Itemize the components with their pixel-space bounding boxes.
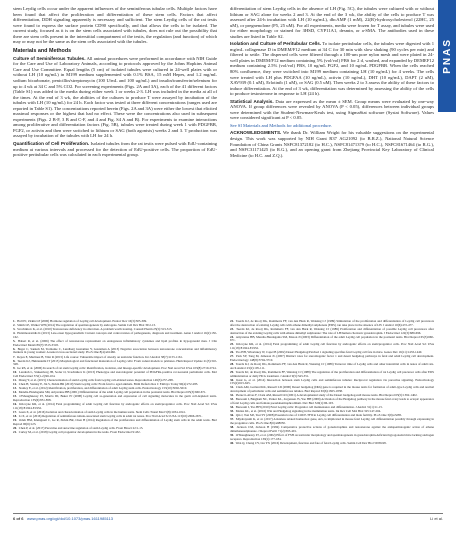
reference-number: 26. [230, 350, 234, 355]
reference-text: Reyes E, Martinez B, Vilar R (2015) Life course: Vulnerable impact of obesity on testicular function. Int J Androl 38(7):1155-1161. [17, 354, 183, 359]
reference-text: Stanley E, et al. (2012) Identification, proliferation, and differentiation of adult Leydig stem cells. Endocrinology 153(10):5002-5010. [18, 386, 188, 391]
acknowledgments-paragraph [230, 130, 434, 158]
run-in-heading: Culture of Seminiferous Tubules. [13, 55, 86, 61]
reference-number: 34. [230, 405, 234, 410]
reference-number: 9. [13, 366, 16, 371]
reference-number: 8. [13, 358, 16, 363]
reference-number: 35. [230, 409, 234, 414]
reference-text: Clark AM, Garland KK, Russell LD (2000) Desert hedgehog (Dhh) gene is required in the mouse testis for formation of adult-type Leydig cells and normal development of peritubular cells and seminiferous tubules. Biol Reprod 63(6):1825-1838. [230, 385, 434, 394]
reference-number: 11. [13, 378, 17, 383]
reference-number: 7. [13, 354, 16, 359]
reference-number: 31. [230, 385, 234, 390]
reference-number: 39. [230, 432, 234, 437]
reference-number: 19. [13, 418, 17, 423]
methods-peritubular-paragraph [230, 41, 434, 96]
reference-number: 14. [13, 390, 17, 395]
reference-number: 12. [13, 382, 17, 387]
reference-text: Mendis-Handagama SM, Ariyaratne HB (2001) Differentiation of the adult Leydig cell population in the postnatal testis. Biol Reprod 65(3):660-671. [18, 390, 207, 395]
reference-text: Teerds KJ, de Rooij DG, Rommerts FF, van den Hurk R, Wensing CJ (1989) Turnover time of Leydig cells and other interstitial cells in testes of adult rats. Arch Androl 23(2):105-111. [230, 362, 435, 370]
reference-text: Zhang Y, et al. (2015) Characterization of stem Leydig cells from Leydig cell-ablated testes. Reproduction 149(3):257-268. [18, 378, 174, 383]
reference-text: Miyabayashi K, et al. (2017) Aristaless related homeobox gene, Arx, is implicated in mouse fetal Leydig cell differentiation possibly through expressing in the progenitor cells. PLoS One 8(6):e68050. [230, 417, 434, 425]
section-heading-materials-methods: Materials and Methods [13, 47, 72, 54]
reference-text: Li X, et al. (2016) Regulation of seminiferous tubule-associated stem Leydig cells in adult rat testes. Proc Natl Acad Sci USA 113(10):2666-2671. [18, 414, 203, 419]
reference-text: Landreh L, Stukenborg JB, Soder O, Svechnikov K (2013) Phenotype and steroidogenic potential of PDGFRa-positive rat neonatal peritubular cells. Mol Cell Endocrinol 372(1-2):96-104. [13, 370, 217, 379]
reference-text: Chen H, Stanley E, Jin S, Zirkin BR (2010) Stem Leydig cells: From fetal to aged animals. Birth Defects Res C Embryo Today 90(4):272-283. [18, 382, 199, 387]
reference-text: Teerds KJ, de Rooij DG, Rommerts FF, Wensing CJ (1988) The regulation of the proliferation and differentiation of rat Leydig cell precursor cells after EDS administration or daily HCG treatment. J Androl 9(5):343-351. [230, 369, 434, 378]
reference-number: 40. [230, 440, 234, 445]
reference-number: 36. [230, 413, 234, 418]
paragraph-text: Data are expressed as the mean ± SEM. Group means were evaluated by one-way ANOVA. If group differences were revealed by ANOVA (P < 0.05), differences between individual groups were determined with the Student-Newman-Keuls test, using SigmaStat software (Systat Software). Values were considered significant at P < 0.05. [230, 98, 434, 121]
reference-number: 32. [230, 393, 234, 398]
reference-text: Barsoum I, Bingham NC, Parker KL, Jorgensen JS, Yao HH (2009) Activation of the Hedgehog pathway in the mouse fetal ovary leads to ectopic appearance of fetal Leydig cells and female pseudohermaphroditism. Dev Biol 329(1):96-103. [230, 397, 434, 406]
reference-text: Wen Q, Cheng CY, Liu YX (2016) Development, function and fate of fetal Leydig cells. Semin Cell Dev Biol 59:89-98. [235, 440, 387, 445]
reference-number: 3. [13, 327, 16, 332]
journal-sidebar-tab [438, 0, 456, 112]
methods-continued-paragraph: differentiation of stem Leydig cells in the absence of LH (Fig. 5C), the tubules were cultured with or without lithium or SAG alone for weeks 2 and 3. At the end of the 3 wk, the ability of the cells to produce T was assessed after 24-h incubation with LH (10 ng/mL), dbcAMP (1 mM), 22(R)-hydroxycholesterol (22HC, 25 uM), or pregnenolone (P5, 25 uM). For all experiments, media were frozen for T assay, and tubules were used for either morphology or stained for 3HSD, CYP11A1, desmin, or a-SMA. The antibodies used in these studies are listed in Table S2. [230, 6, 434, 39]
reference-number: 27. [230, 354, 234, 359]
references-right-column [230, 320, 434, 446]
page-footer [13, 513, 443, 522]
reference-text: Guan X, et al. (2016) Isolation and characterization of stem Leydig cells in the human testis. Stem Cells Transl Med 5(8):1034-1041. [18, 410, 186, 414]
reference-text: Kilcoyne KR, et al. (2014) Fetal programming of adult Leydig cell function by androgenic effects on stem/progenitor cells. Proc Natl Acad Sci USA 111(18):E1924-E1932. [230, 342, 434, 351]
methods-culture-paragraph [13, 56, 217, 139]
reference-text: Barsoum I, Yao HH (2010) Fetal Leydig cells: Progenitor cell maintenance and differentiation. J Androl 31(1):11-15. [235, 405, 383, 410]
reference-number: 2. [13, 323, 16, 328]
reference-text: Hatzimouratidis K (2013) Late-onset hypogonadism: Current concepts and controversies of pathogenesis, diagnosis and treatment. Asian J Androl 16(2):150-162. [13, 331, 217, 339]
reference-text: Hall PJ, Zirkin LP (2000) Hormone regulation of Leydig cell development. Endocr Rev 16(3):305-309. [17, 319, 147, 323]
acknowledgments-label: ACKNOWLEDGMENTS. [230, 130, 282, 136]
reference-number: 23. [230, 326, 234, 331]
right-column [230, 6, 434, 160]
reference-number: 17. [13, 410, 17, 414]
reference-number: 16. [13, 402, 17, 407]
reference-number: 15. [13, 394, 17, 399]
reference-number: 37. [230, 417, 234, 422]
si-link[interactable]: See SI Materials and Methods for additional procedure. [230, 122, 333, 128]
reference-text: Mattes KL, et al. (2016) Wnt and Hedgehog signaling in the mammalian testis. Int Rev Cell Mol Biol 325:147-204. [235, 409, 381, 414]
reference-text: Svechnikov K, et al. (2010) Testosterone deficiency in older men. A problem worth treating. Consult Pharm 25(5):313-315. [17, 327, 173, 332]
reference-text: Odeh HM, Kleinguetl C, Ge R, Zirkin BR, Chen H (2014) Regulation of the proliferation and differentiation of Leydig stem cells in the adult testis. Biol Reprod 90(6):123. [13, 418, 217, 426]
run-in-heading: Quantification of Cell Proliferation. [13, 141, 90, 147]
reference-text: Yao HH, Whoriskey W, Capel B (2002) Desert Hedgehog/Patched 1 signaling specifies fetal Leydig cell fate in mice. Genes Dev 16(11):1433-1440. [235, 350, 423, 355]
reference-number: 28. [230, 362, 234, 367]
reference-text: Jackson CM, Jackson H (1984) Comparative protective actions of gonadotrophins and testosterone against the antispermatogenic action of ethane dimethanesulphonate. J Reprod Fertil 71(2):393-401. [230, 425, 434, 433]
reference-text: O'Shaughnessy PJ, Morris ID, Baker PJ (2008) Leydig cell re-generation and expression of cell signaling molecules in the germ cell-depleted testis. Reproduction 135(6):851-858. [13, 394, 217, 403]
reference-item [230, 442, 434, 446]
reference-number: 38. [230, 425, 234, 429]
reference-number: 4. [13, 331, 16, 336]
reference-text: Chen P, et al. (2017) Paracrine and autocrine regulation of stem Leydig cells. Front Biosci 22:1-15. [18, 425, 144, 430]
reference-number: 18. [13, 414, 17, 419]
paragraph-text: Isolated tubules from the rat testis were pulsed with EdU-containing medium at various intervals and processed for the detection of EdU-positive cells. The proportion of EdU-positive peritubular cells was calculated in each experimental group. [13, 141, 217, 158]
reference-text: Ge RS, et al. (2006) In search of rat stem Leydig cells: Identification, isolation, and lineage-specific development. Proc Natl Acad Sci USA 103(8):2719-2724. [17, 366, 217, 371]
acknowledgments-text: We thank Dr. William Wright for his valuable suggestions on the experimental design. This work was supported by NIH Grant R37 AG21092 (to B.R.Z.), National Natural Science Foundation of China Grants NSFC81372182 (to H.C.), NSFC81471379 (to H.C.), NSFC81671464 (to R.G.), and NSFC31171425 (to R.G.), and an opening grant from Zhejiang Provincial Key Laboratory of Clinical Medicine (to H.C. and Z.Q.). [230, 130, 434, 158]
reference-text: Kaur G, et al. (2014) Interaction between stem Leydig cells and seminiferous tubules: Reciprocal regulation via paracrine signaling. Endocrinology 155(2):615-625. [230, 377, 434, 386]
reference-text: Smith LE, Walker WH (2014) The regulation of spermatogenesis by androgens. Semin Cell Dev Biol 30:2-13. [17, 323, 156, 328]
reference-text: Kilcoyne KR, et al. (2014) Fetal programming of adult Leydig cell function by androgenic effects on stem/progenitor cells. Proc Natl Acad Sci USA 111(18):E1924-E1932. [13, 402, 217, 410]
reference-number: 13. [13, 386, 17, 391]
reference-text: Pierucci-Alves F, Clark AM, Russell LD (2001) A developmental study of the Desert hedgehog-null mouse testis. Biol Reprod 65(5):1392-1402. [235, 393, 418, 398]
reference-number: 20. [13, 425, 17, 430]
reference-text: Teerds KJ, de Rooij DG, Rommerts FF, van den Hurk R, Wensing CJ (1989) Stimulation of the proliferation and differentiation of Leydig cell precursors after the destruction of existing Leydig cells with ethane dimethyl sulphonate (EDS) can take place in the absence of LH. J Androl 10(6):472-477. [230, 319, 434, 327]
reference-text: Habert R, et al. (2006) The effect of testosterone replacement on endogenous inflammatory cytokines and lipid profiles in hypogonadal men. J Clin Endocrinol Metab 89(7):3313-3318. [13, 338, 217, 347]
reference-text: Ariyaratne HB, Mendis-Handagama SM, Mason JI (2003) Differentiation of the adult Leydig cell population in the postnatal testis. Biol Reprod 65(3):660-671. [230, 334, 434, 343]
si-note [230, 123, 434, 129]
methods-proliferation-paragraph [13, 141, 217, 158]
reference-item [13, 431, 217, 435]
paragraph-text: All animal procedures were performed in accordance with NIH Guide for the Care and Use of Laboratory Animals, according to protocols approved by the Johns Hopkins Animal Care and Use Committee. Equal lengths (5 cm) of isolated tubules were cultured in 24-well plates with or without LH (10 ng/mL) in M199 medium supplemented with 0.1% BSA, 15 mM Hepes, and 1.2 mg/mL sodium bicarbonate, penicillin/streptomycin (100 U/mL and 100 ug/mL) and insulin/transferrin/selenium for up to 4 wk at 34 C and 5% CO2. For screening experiments (Figs. 2A and 3A), each of the 41 different factors (Table S1) was added to the media during either week 1 or weeks 2-3. LH was included in the media at all of the times. At the end of 3 wk, the abilities of the cultures to produce T were assayed by incubation of the tubules with LH (10 ng/mL) for 24 h. Each factor was tested at three different concentrations (ranges used are reported in Table S1). The concentrations reported herein (Figs. 2A and 3A) were either the lowest that elicited maximal responses or the highest that had no effect. These were the concentrations also used in subsequent experiments (Figs. 2 B-F, 3 B and C-F, and 4 and Fig. S4 A and B). For experiments to examine interactions among proliferative and differentiation factors (Fig. 5B), tubules were treated during week 1 with PDGFBB, FGF2, or activin and then were switched to lithium or SAG (both agonists) weeks 2 and 3. T production was assayed by incubation of the tubules with LH for 24 h. [13, 55, 217, 139]
reference-number: 10. [13, 370, 17, 375]
reference-number: 5. [13, 338, 16, 343]
reference-number: 22. [230, 319, 234, 323]
reference-number: 1. [13, 319, 16, 323]
author-line: Li et al. [430, 516, 443, 521]
reference-text: Beger C, Sankoh M, Tremaine C, Lundberg Gustaman Y, Gustaman A (2013) Negative association between testosterone concentration and inflammatory markers in young women: A nested cross-sectional study. PLoS One 8(4):e61466. [13, 346, 217, 355]
doi-link[interactable]: www.pnas.org/cgi/doi/10.1073/pnas.1611985113 [27, 516, 113, 521]
reference-number: 24. [230, 334, 234, 339]
reference-number: 25. [230, 342, 234, 347]
reference-number: 21. [13, 429, 17, 434]
intro-paragraph: stem Leydig cells occur under the apparent influences of the seminiferous tubular cells. Multiple factors have been found that affect the proliferation and differentiation of these stem cells. Factors that affect differentiation, DDH signaling apparently is necessary and sufficient. The stem Leydig cells of the rat testis were found to express the surface protein CD90 specifically, and that allows the cells to be isolated. The current study, focused as it is on the stem cells associated with tubules, does not rule out the possibility that there are stem cells present in the interstitial compartment of the testis, the regulation (and function) of which may or may not be the same as the stem cells associated with the tubules. [13, 6, 217, 45]
reference-number: 6. [13, 346, 16, 351]
run-in-heading: Isolation and Culture of Peritubular Cells. [230, 41, 322, 47]
run-in-heading: Statistical Analysis. [230, 98, 274, 104]
references-left-column [13, 320, 217, 435]
methods-statistics-paragraph [230, 99, 434, 121]
reference-number: 30. [230, 377, 234, 382]
page-number: 6 of 6 [13, 516, 24, 521]
left-column [13, 6, 217, 160]
reference-text: Curley M, et al. (2018) Leydig cell progenitor development in the testis. Front Endocrinol 9:432. [18, 429, 141, 434]
reference-number: 33. [230, 397, 234, 402]
paragraph-text: To isolate peritubular cells, the tubules were digested with 1 mg/mL collagenase D in DMEM/F12 medium at 34 C for 30 min with slow shaking (90 cycles per min) and filtered to settle. The dispersed cells were filtered through a 100-um pore nylon mesh and were plated in 24-well plates in DMEM/F12 medium containing 5% (vol/vol) FBS for 2 d, washed, and expanded by DEMEF12 medium containing 2.5% (vol/vol) FBS, 10 ng/mL FGF2, and 10 ng/mL PDGFBB. When the cells reached 80% confluence, they were switched into M199 medium containing LH (10 ng/mL) for 4 weeks. The cells were treated with LH plus PDGFAA (10 ng/mL), activin (10 ng/mL), DHT (10 ng/mL), DAPT (2 uM), XAV939 (0.1 uM), Erlotinib (1 uM), or SAG (0.5 uM). Then weeks 2 to 3 assess the ability of these factors to induce differentiation. At the end of 3 wk, differentiation was determined by assessing the ability of the cells to produce testosterone in response to LH (24 h). [230, 41, 434, 97]
reference-text: Park SY, Tong M, Jameson JL (2007) Distinct roles for steroidogenic factor 1 and desert hedgehog pathways in fetal and adult Leydig cell development. Endocrinology 148(8):3704-3710. [230, 354, 434, 362]
reference-text: Teerds KJ, Huhtaniemi IT (2015) Morphological and functional maturation of Leydig cells: From rodent models to primates. Hum Reprod Update 21(3):310-328. [13, 358, 218, 367]
reference-text: Teerds KJ, de Rooij DG, Rommerts FF, van den Hurk R, Wensing CJ (1989) Proliferation and differentiation of possible Leydig cell precursors after destruction of the existing Leydig cells with ethane dimethyl sulphonate: The role of LH/human chorionic gonadotrophin. J Endocrinol 122(3):689-696. [230, 326, 434, 335]
reference-number: 29. [230, 369, 234, 374]
journal-name: PNAS [441, 38, 453, 74]
reference-text: Qin J, Tsai MJ, Tsai SY (2008) Essential roles of COUP-TFII in Leydig cell differentiation and male fertility. PLoS One 3(9):e3285. [235, 413, 402, 418]
reference-text: O'Shaughnessy PJ, et al. (2002) Effect of FSH on testicular morphology and spermatogenesis in gonadotrophin-deficient hypogonadal mice lacking androgen receptors. Reproduction 139(1):177-184. [230, 432, 434, 441]
